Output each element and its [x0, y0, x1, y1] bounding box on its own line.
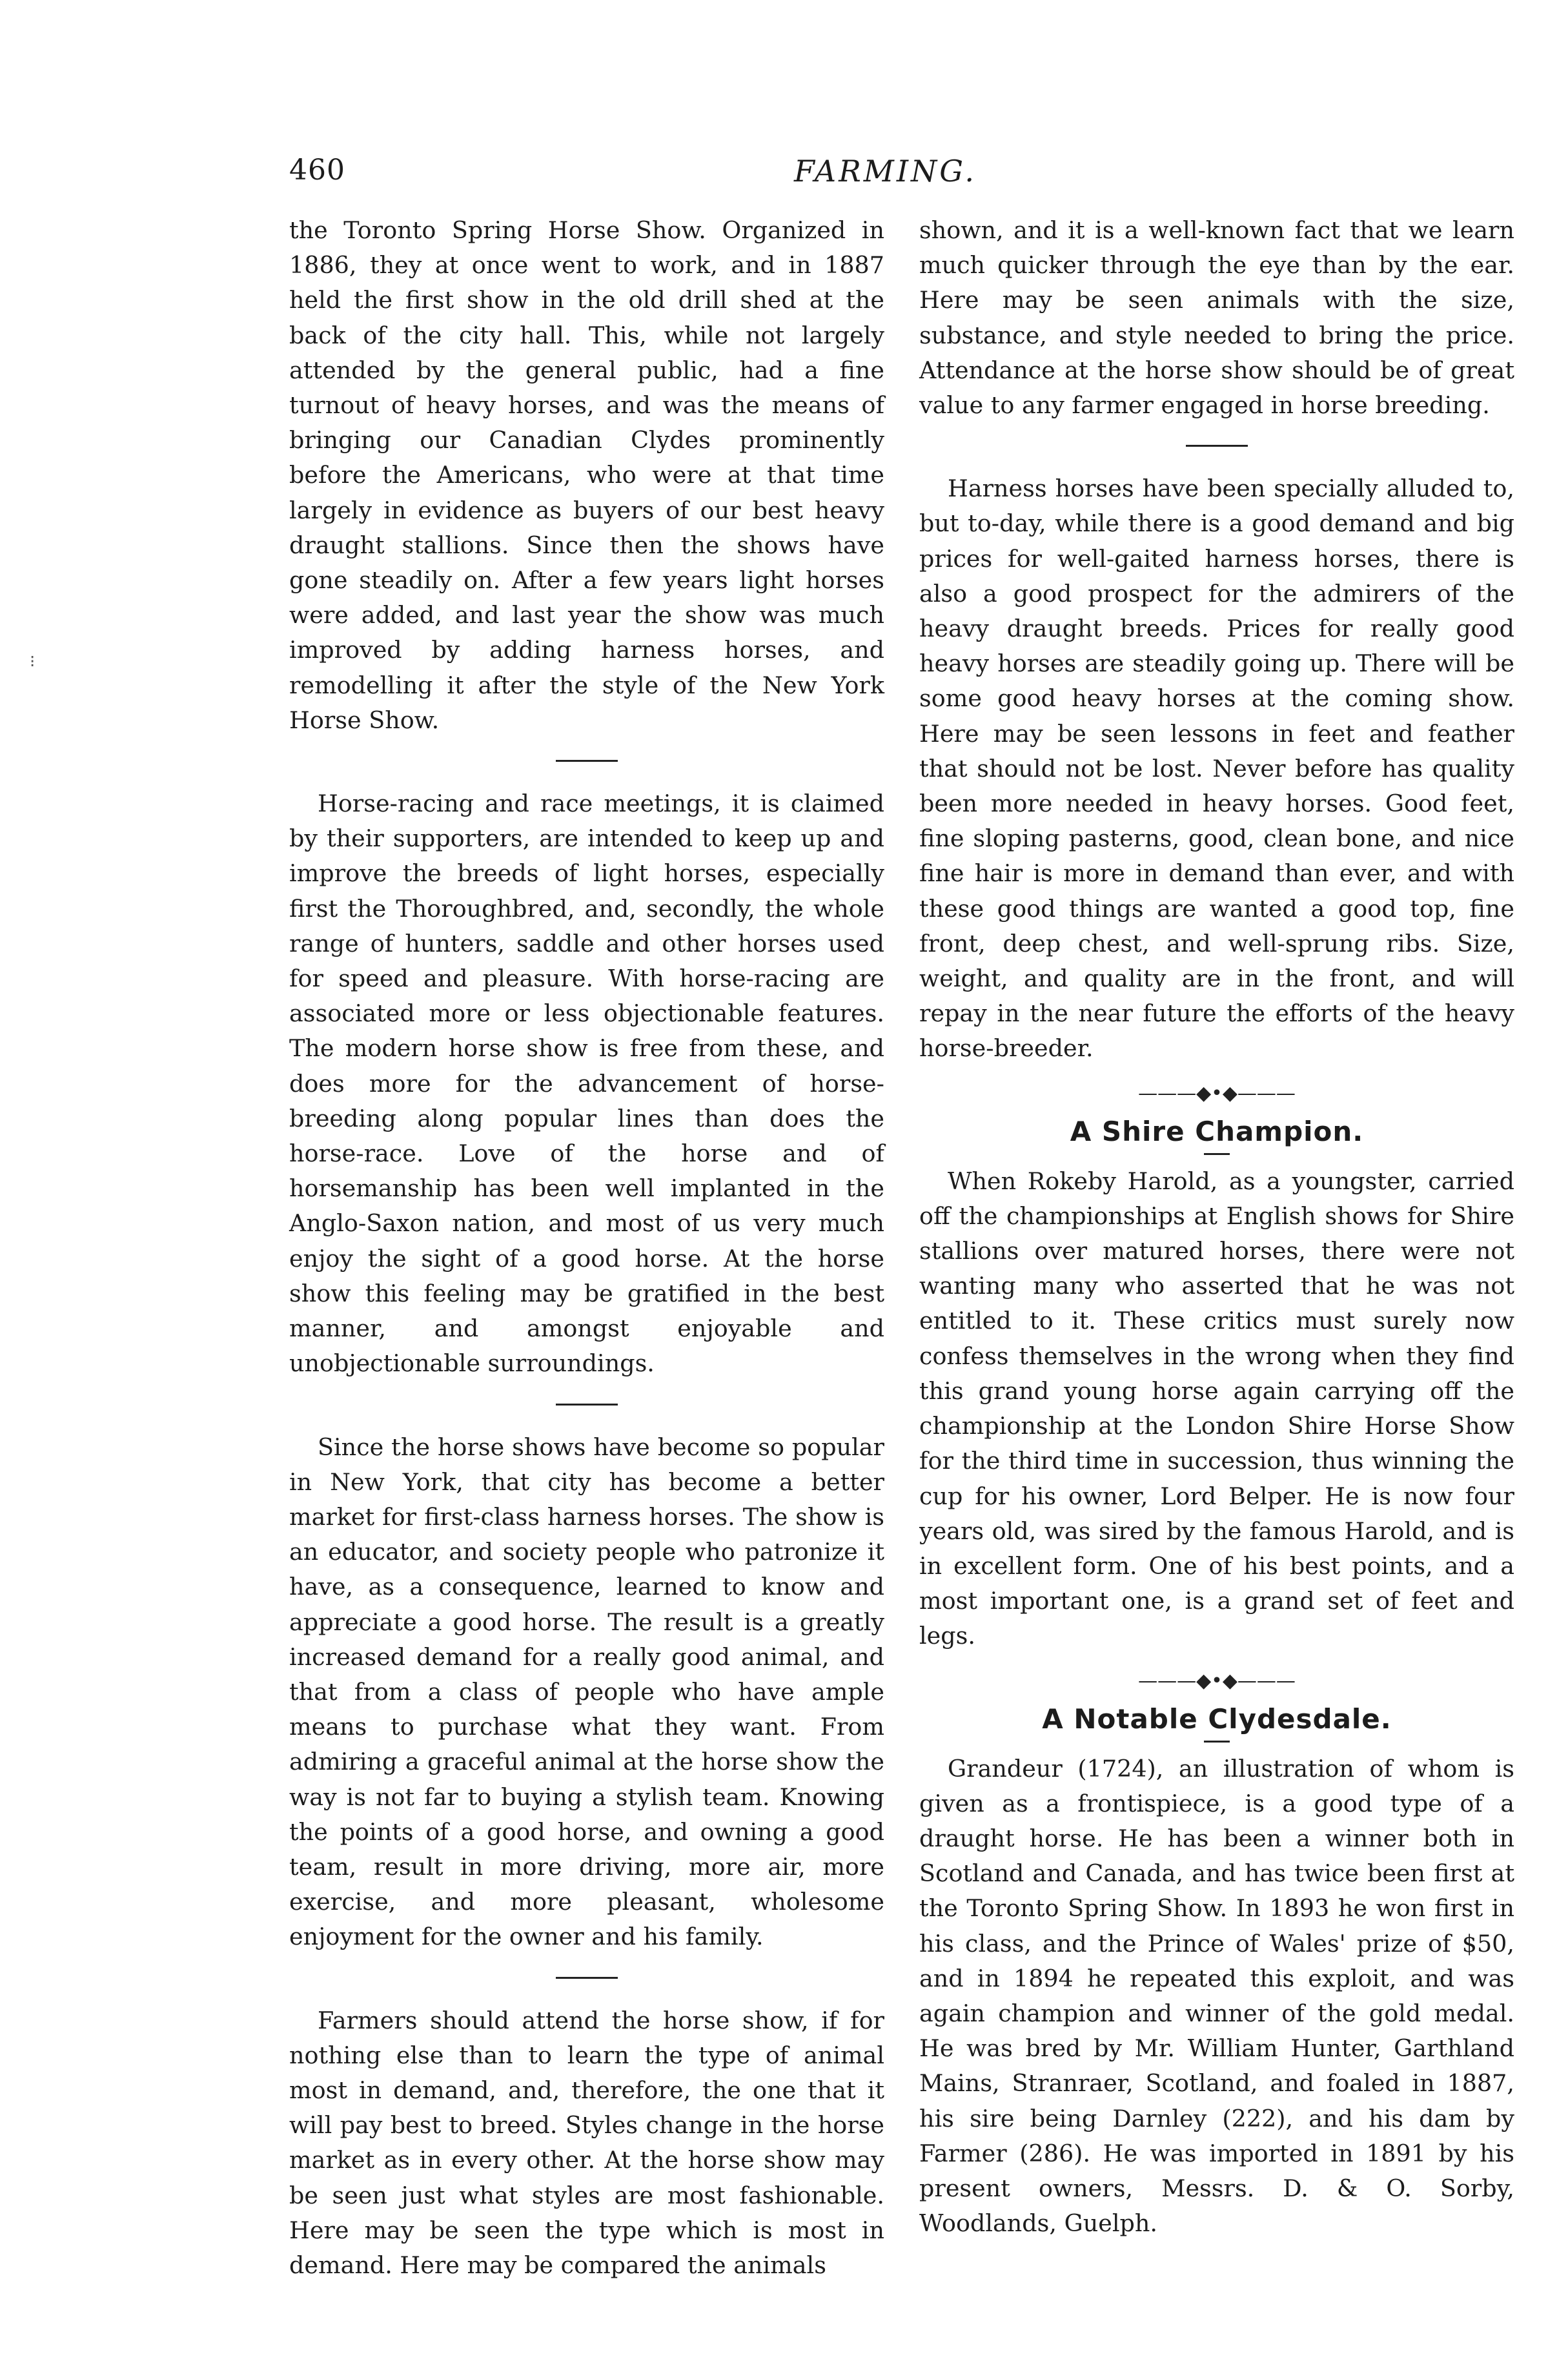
left-column — [289, 213, 884, 2283]
heading-notable-clydesdale: A Notable Clydesdale. — [1042, 1702, 1392, 1735]
left-paragraph-4: Farmers should attend the horse show, if for nothing else than to learn the type of animal most in demand, and, therefore, the one that it will pay best to breed. Styles change in the horse market as in every other. At the horse show may be seen just what styles are most fashionable. Here may be seen the type which is most in demand. Here may be compared the animals — [289, 2006, 884, 2279]
right-paragraph-4: Grandeur (1724), an illustration of whom is given as a frontispiece, is a good type of a draught horse. He has been a winner both in Scotland and Canada, and has twice been first at the Toronto Spring Show. In 1893 he won first in his class, and the Prince of Wales' prize of $50, and in 1894 he repeated this exploit, and was again champion and winner of the gold medal. He was bred by Mr. William Hunter, Garthland Mains, Stranraer, Scotland, and foaled in 1887, his sire being Darnley (222), and his dam by Farmer (286). He was imported in 1891 by his present owners, Messrs. D. & O. Sorby, Woodlands, Guelph. — [919, 1754, 1514, 2238]
left-paragraph-2: Horse-racing and race meetings, it is claimed by their supporters, are intended to keep up and improve the breeds of light horses, especially first the Thoroughbred, and, secondly, the whole range of hunters, saddle and other horses used for speed and pleasure. With horse-racing are associated more or less objectionable features. The modern horse show is free from these, and does more for the advancement of horse-breeding along popular lines than does the horse-race. Love of the horse and of horsemanship has been well implanted in the Anglo-Saxon nation, and most of us very much enjoy the sight of a good horse. At the horse show this feeling may be gratified in the best manner, and amongst enjoyable and unobjectionable surroundings. — [289, 790, 884, 1378]
left-paragraph-3: Since the horse shows have become so popular in New York, that city has become a better market for first-class harness horses. The show is an educator, and society people who patronize it have, as a consequence, learned to know and appreciate a good horse. The result is a greatly increased demand for a really good animal, and that from a class of people who have ample means to purchase what they want. From admiring a graceful animal at the horse show the way is not far to buying a stylish team. Knowing the points of a good horse, and owning a good team, result in more driving, more air, more exercise, and more pleasant, wholesome enjoyment for the owner and his family. — [289, 1433, 884, 1951]
left-paragraph-1: the Toronto Spring Horse Show. Organized in 1886, they at once went to work, and in 1887 held the first show in the old drill shed at the back of the city hall. This, while not largely attended by the general public, had a fine turnout of heavy horses, and was the means of bringing our Canadian Clydes prominently before the Americans, who were at that time largely in evidence as buyers of our best heavy draught stallions. Since then the shows have gone steadily on. After a few years light horses were added, and last year the show was much improved by adding harness horses, and remodelling it after the style of the New York Horse Show. — [289, 216, 884, 734]
section-divider — [556, 760, 618, 762]
section-divider — [556, 1977, 618, 1979]
heading-underline — [1204, 1741, 1230, 1743]
heading-underline — [1204, 1153, 1230, 1155]
right-paragraph-3: When Rokeby Harold, as a youngster, carried off the championships at English shows for Shire stallions over matured horses, there were not wanting many who asserted that he was not entitled to it. These critics must surely now confess themselves in the wrong when they find this grand young horse again carrying off the championship at the London Shire Horse Show for the third time in succession, thus winning the cup for his owner, Lord Belper. He is now four years old, was sired by the famous Harold, and is in excellent form. One of his best points, and a most important one, is a grand set of feet and legs. — [919, 1167, 1514, 1650]
section-divider — [1186, 445, 1248, 447]
right-column — [919, 213, 1514, 2241]
section-divider — [556, 1404, 618, 1406]
running-title: FARMING. — [794, 154, 977, 189]
ornamental-rule: ———◆•◆——— — [1138, 1081, 1296, 1105]
page-number: 460 — [289, 154, 345, 187]
right-paragraph-2: Harness horses have been specially alluded to, but to-day, while there is a good demand and big prices for well-gaited harness horses, there is also a good prospect for the admirers of the heavy draught breeds. Prices for really good heavy horses are steadily going up. There will be some good heavy horses at the coming show. Here may be seen lessons in feet and feather that should not be lost. Never before has quality been more needed in heavy horses. Good feet, fine sloping pasterns, good, clean bone, and nice fine hair is more in demand than ever, and with these good things are wanted a good top, fine front, deep chest, and well-sprung ribs. Size, weight, and quality are in the front, and will repay in the near future the efforts of the heavy horse-breeder. — [919, 475, 1514, 1063]
page-header — [0, 154, 1568, 192]
right-paragraph-1: shown, and it is a well-known fact that we learn much quicker through the eye than by the ear. Here may be seen animals with the size, substance, and style needed to bring the price. Attendance at the horse show should be of great value to any farmer engaged in horse breeding. — [919, 216, 1514, 420]
margin-speck: ⁝ — [30, 652, 36, 671]
ornamental-rule: ———◆•◆——— — [1138, 1669, 1296, 1692]
heading-shire-champion: A Shire Champion. — [1070, 1115, 1364, 1147]
